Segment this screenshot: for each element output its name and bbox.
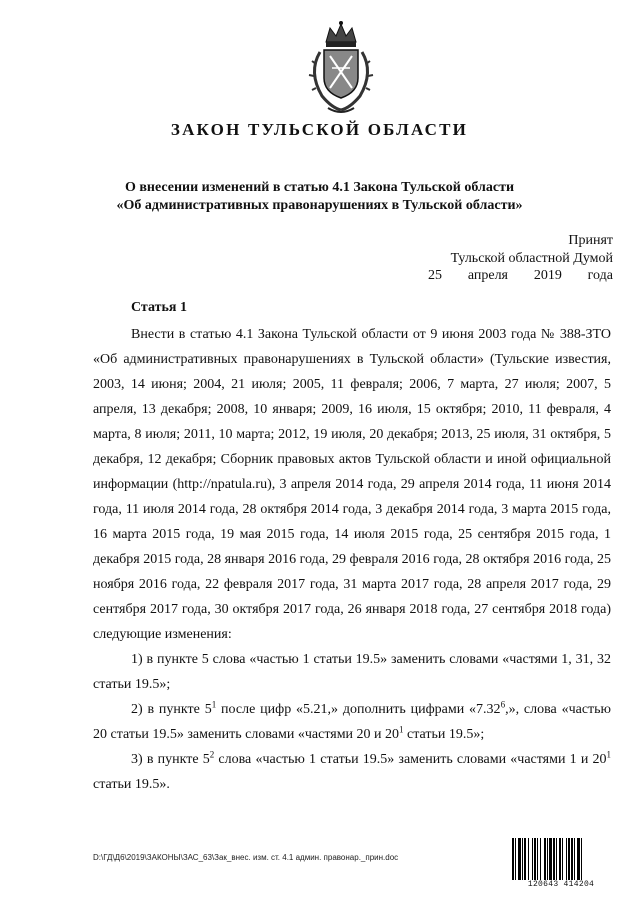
amendment-item-2: 2) в пункте $5^1$ после цифр «5.21,» дополнить цифрами «7.32$^6$,», слова «частью 20 статьи 19.5» заменить словами «частями 20 и $20^1$ статьи 19.5»; bbox=[93, 699, 611, 742]
file-path-footer: D:\ГД\Д6\2019\ЗАКОНЫ\ЗАС_63\Зак_внес. изм. ст. 4.1 админ. правонар._прин.doc bbox=[93, 853, 399, 862]
law-subject-line-2: «Об административных правонарушениях в Тульской области» bbox=[116, 198, 523, 213]
adoption-block bbox=[428, 232, 613, 285]
law-subject bbox=[0, 179, 639, 215]
adopted-by: Тульской областной Думой bbox=[450, 250, 613, 266]
article-body bbox=[93, 322, 611, 797]
intro-paragraph: Внести в статью 4.1 Закона Тульской области от 9 июня 2003 года № 388-ЗТО «Об административных правонарушениях в Тульской области» (Тульские известия, 2003, 14 июня; 2004, 21 июля; 2005, 11 февраля; 2006, 7 марта, 27 июля; 2007, 5 апреля, 13 декабря; 2008, 10 января; 2009, 16 июля, 15 октября; 2010, 11 февраля, 4 марта, 8 июля; 2011, 10 марта; 2012, 19 июля, 20 декабря; 2013, 25 июля, 31 октября, 5 декабря, 12 декабря; Сборник правовых актов Тульской области и иной официальной информации (http://npatula.ru), 3 апреля 2014 года, 29 апреля 2014 года, 11 июня 2014 года, 11 июля 2014 года, 28 октября 2014 года, 3 декабря 2014 года, 3 марта 2015 года, 16 марта 2015 года, 19 мая 2015 года, 14 июля 2015 года, 25 сентября 2015 года, 1 декабря 2015 года, 28 января 2016 года, 29 февраля 2016 года, 28 октября 2016 года, 25 ноября 2016 года, 22 февраля 2017 года, 31 марта 2017 года, 28 апреля 2017 года, 29 сентября 2017 года, 30 октября 2017 года, 26 января 2018 года, 27 сентября 2018 года) следующие изменения: bbox=[93, 327, 611, 642]
amendment-item-1: 1) в пункте 5 слова «частью 1 статьи 19.5» заменить словами «частями 1, 31, 32 статьи 19.5»; bbox=[93, 652, 611, 692]
adoption-date bbox=[428, 267, 613, 285]
law-title: ЗАКОН ТУЛЬСКОЙ ОБЛАСТИ bbox=[170, 120, 469, 139]
law-subject-line-1: О внесении изменений в статью 4.1 Закона Тульской области bbox=[124, 180, 515, 195]
adoption-month: апреля bbox=[467, 268, 508, 283]
coat-of-arms-icon bbox=[302, 20, 380, 116]
adoption-year-word: года bbox=[587, 268, 613, 283]
adoption-day: 25 bbox=[428, 268, 442, 283]
barcode-icon bbox=[512, 838, 610, 880]
barcode-number: 120643 414204 bbox=[527, 880, 595, 889]
article-heading: Статья 1 bbox=[131, 300, 187, 315]
amendment-item-3: 3) в пункте $5^2$ слова «частью 1 статьи 19.5» заменить словами «частями 1 и $20^1$ статьи 19.5». bbox=[93, 749, 611, 792]
adopted-label: Принят bbox=[568, 233, 613, 248]
adoption-year: 2019 bbox=[533, 268, 562, 283]
